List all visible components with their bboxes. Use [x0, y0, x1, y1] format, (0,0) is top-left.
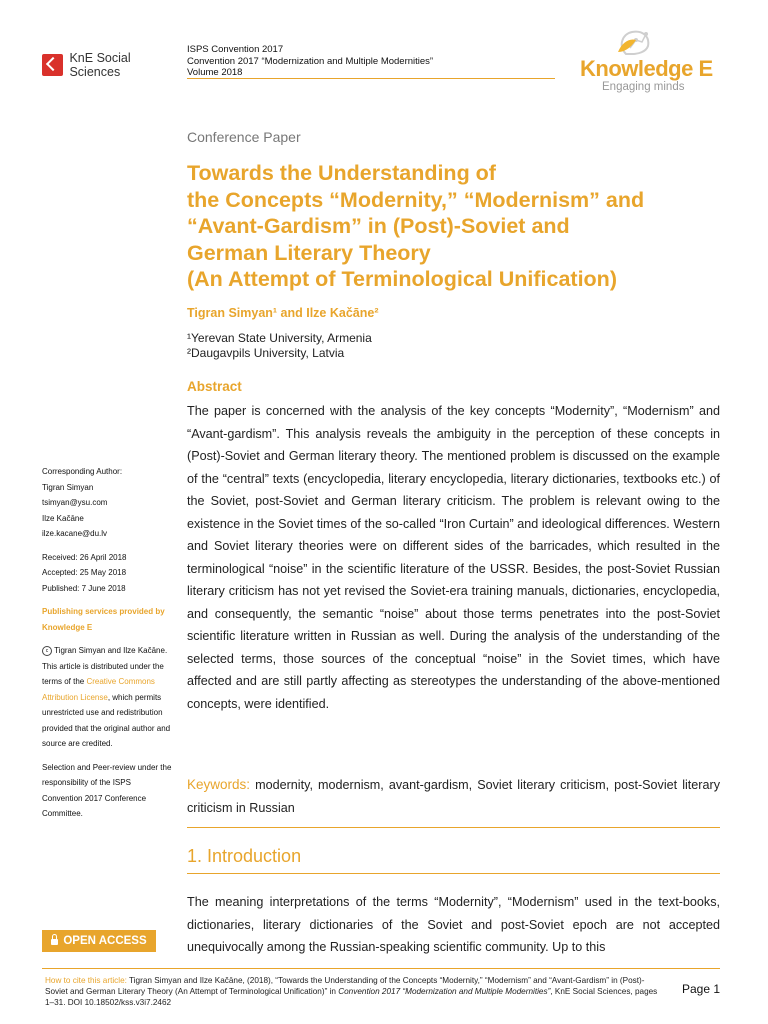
author-name: Ilze Kačāne: [42, 513, 84, 523]
sidebar: [42, 464, 172, 822]
license-link[interactable]: Creative Commons Attribution License: [42, 677, 155, 702]
keywords-text: modernity, modernism, avant-gardism, Soviet literary criticism, post-Soviet literary criticism in Russian: [187, 778, 720, 815]
citation-venue: Convention 2017 “Modernization and Multiple Modernities”: [338, 987, 551, 996]
abstract-text: The paper is concerned with the analysis of the key concepts “Modernity”, “Modernism” and “Avant-gardism”. This analysis reveals the ambiguity in the perception of these concepts in (Post)-Soviet and German literary theory. The mentioned problem is discussed on the example of the “central” texts (encyclopedia, literary encyclopedia, literary dictionaries, textbooks etc.) of the Soviet, post-Soviet and German literary criticism. The problem is relevant owing to the existence in the Soviet times of the so-called “Iron Curtain” and ideological differences. Western and Soviet literary theories were on different sides of the barricades, which resulted in the terminological “noise” in the scientific literature of the USSR. Besides, the post-Soviet Russian literary criticism has not yet revised the Soviet-era training manuals, dictionaries, encyclopedia, and consequently, the semantic “noise” about those terms penetrates into the post-Soviet scientific literature written in Russian as well. During the analysis of the understanding of the selected terms, those sources of the conceptual “noise” in the Soviet times, which have affected and are still partly affecting as stereotypes the understanding of the above-mentioned concepts, were identified.: [187, 404, 720, 711]
brand-name: Knowledge E: [580, 56, 713, 81]
authors: Tigran Simyan¹ and Ilze Kačāne²: [187, 306, 379, 320]
keywords-label: Keywords:: [187, 777, 251, 792]
page-number: Page 1: [682, 982, 721, 996]
journal-info: [187, 44, 433, 79]
abstract-heading: Abstract: [187, 379, 242, 394]
citation-text: Tigran Simyan and Ilze Kačāne, (2018), “Towards the Understanding of the Concepts “Modernity,” “Modernism” and “Avant-Gardism” in (Post)-Soviet and German Literary Theory (An Attempt of Terminological Unification)” in: [45, 976, 645, 996]
citation-text: , KnE Social Sciences, pages 1–31. DOI 10.18502/kss.v3i7.2462: [45, 987, 658, 1007]
footer-divider: [42, 968, 720, 969]
creative-commons-icon: c: [42, 646, 52, 656]
affiliation: ¹Yerevan State University, Armenia: [187, 331, 372, 345]
section-heading: 1. Introduction: [187, 846, 302, 866]
author-name: Tigran Simyan: [42, 482, 94, 492]
author-email[interactable]: ilze.kacane@du.lv: [42, 529, 108, 538]
author-email[interactable]: tsimyan@ysu.com: [42, 498, 108, 507]
copyright-text: Tigran Simyan and Ilze Kačāne. This article is distributed under the terms of the: [42, 646, 168, 686]
affiliation: ²Daugavpils University, Latvia: [187, 346, 345, 360]
publishing-services: Publishing services provided by Knowledge E: [42, 607, 165, 632]
header-divider: [187, 78, 555, 79]
keywords-divider: [187, 827, 720, 828]
citation-label: How to cite this article:: [45, 976, 127, 985]
journal-line: Convention 2017 “Modernization and Multiple Modernities”: [187, 55, 434, 67]
title-line: the Concepts “Modernity,” “Modernism” and: [187, 187, 645, 212]
section-divider: [187, 873, 720, 874]
title-line: (An Attempt of Terminological Unification): [187, 267, 617, 291]
copyright-text: , which permits unrestricted use and redistribution provided that the original author and source are credited.: [42, 692, 171, 748]
title-line: Towards the Understanding of: [187, 161, 496, 185]
citation: [45, 975, 660, 1008]
title-line: “Avant-Gardism” in (Post)-Soviet and: [187, 214, 570, 238]
open-access-badge: [42, 930, 156, 952]
keywords: [187, 774, 720, 819]
title-line: German Literary Theory: [187, 240, 431, 265]
brand-tagline: Engaging minds: [602, 81, 685, 93]
publisher-name: KnE Social Sciences: [69, 51, 131, 79]
journal-line: ISPS Convention 2017: [187, 44, 284, 55]
paper-type: Conference Paper: [187, 129, 301, 145]
published-date: Published: 7 June 2018: [42, 583, 126, 593]
peer-review-note: Selection and Peer-review under the responsibility of the ISPS Convention 2017 Conference Committee.: [42, 762, 172, 818]
accepted-date: Accepted: 25 May 2018: [42, 568, 127, 577]
journal-line: Volume 2018: [187, 67, 243, 78]
kne-logo: [42, 51, 182, 79]
corresponding-label: Corresponding Author:: [42, 467, 123, 476]
knowledge-e-logo: [578, 24, 718, 100]
lock-icon: [51, 939, 58, 945]
paper-title: [187, 160, 727, 293]
open-access-label: OPEN ACCESS: [63, 935, 147, 947]
received-date: Received: 26 April 2018: [42, 552, 127, 562]
affiliations: [187, 331, 372, 361]
knowledge-e-bulb-icon: [578, 24, 718, 58]
kne-logo-icon: [42, 54, 63, 76]
intro-text: The meaning interpretations of the terms “Modernity”, “Modernism” used in the text-books, dictionaries, literary dictionaries of the Soviet and post-Soviet epoch are not accepted unequivocally among the Russian-speaking scientific community. Up to this: [187, 895, 720, 954]
copyright-notice: [42, 643, 172, 752]
